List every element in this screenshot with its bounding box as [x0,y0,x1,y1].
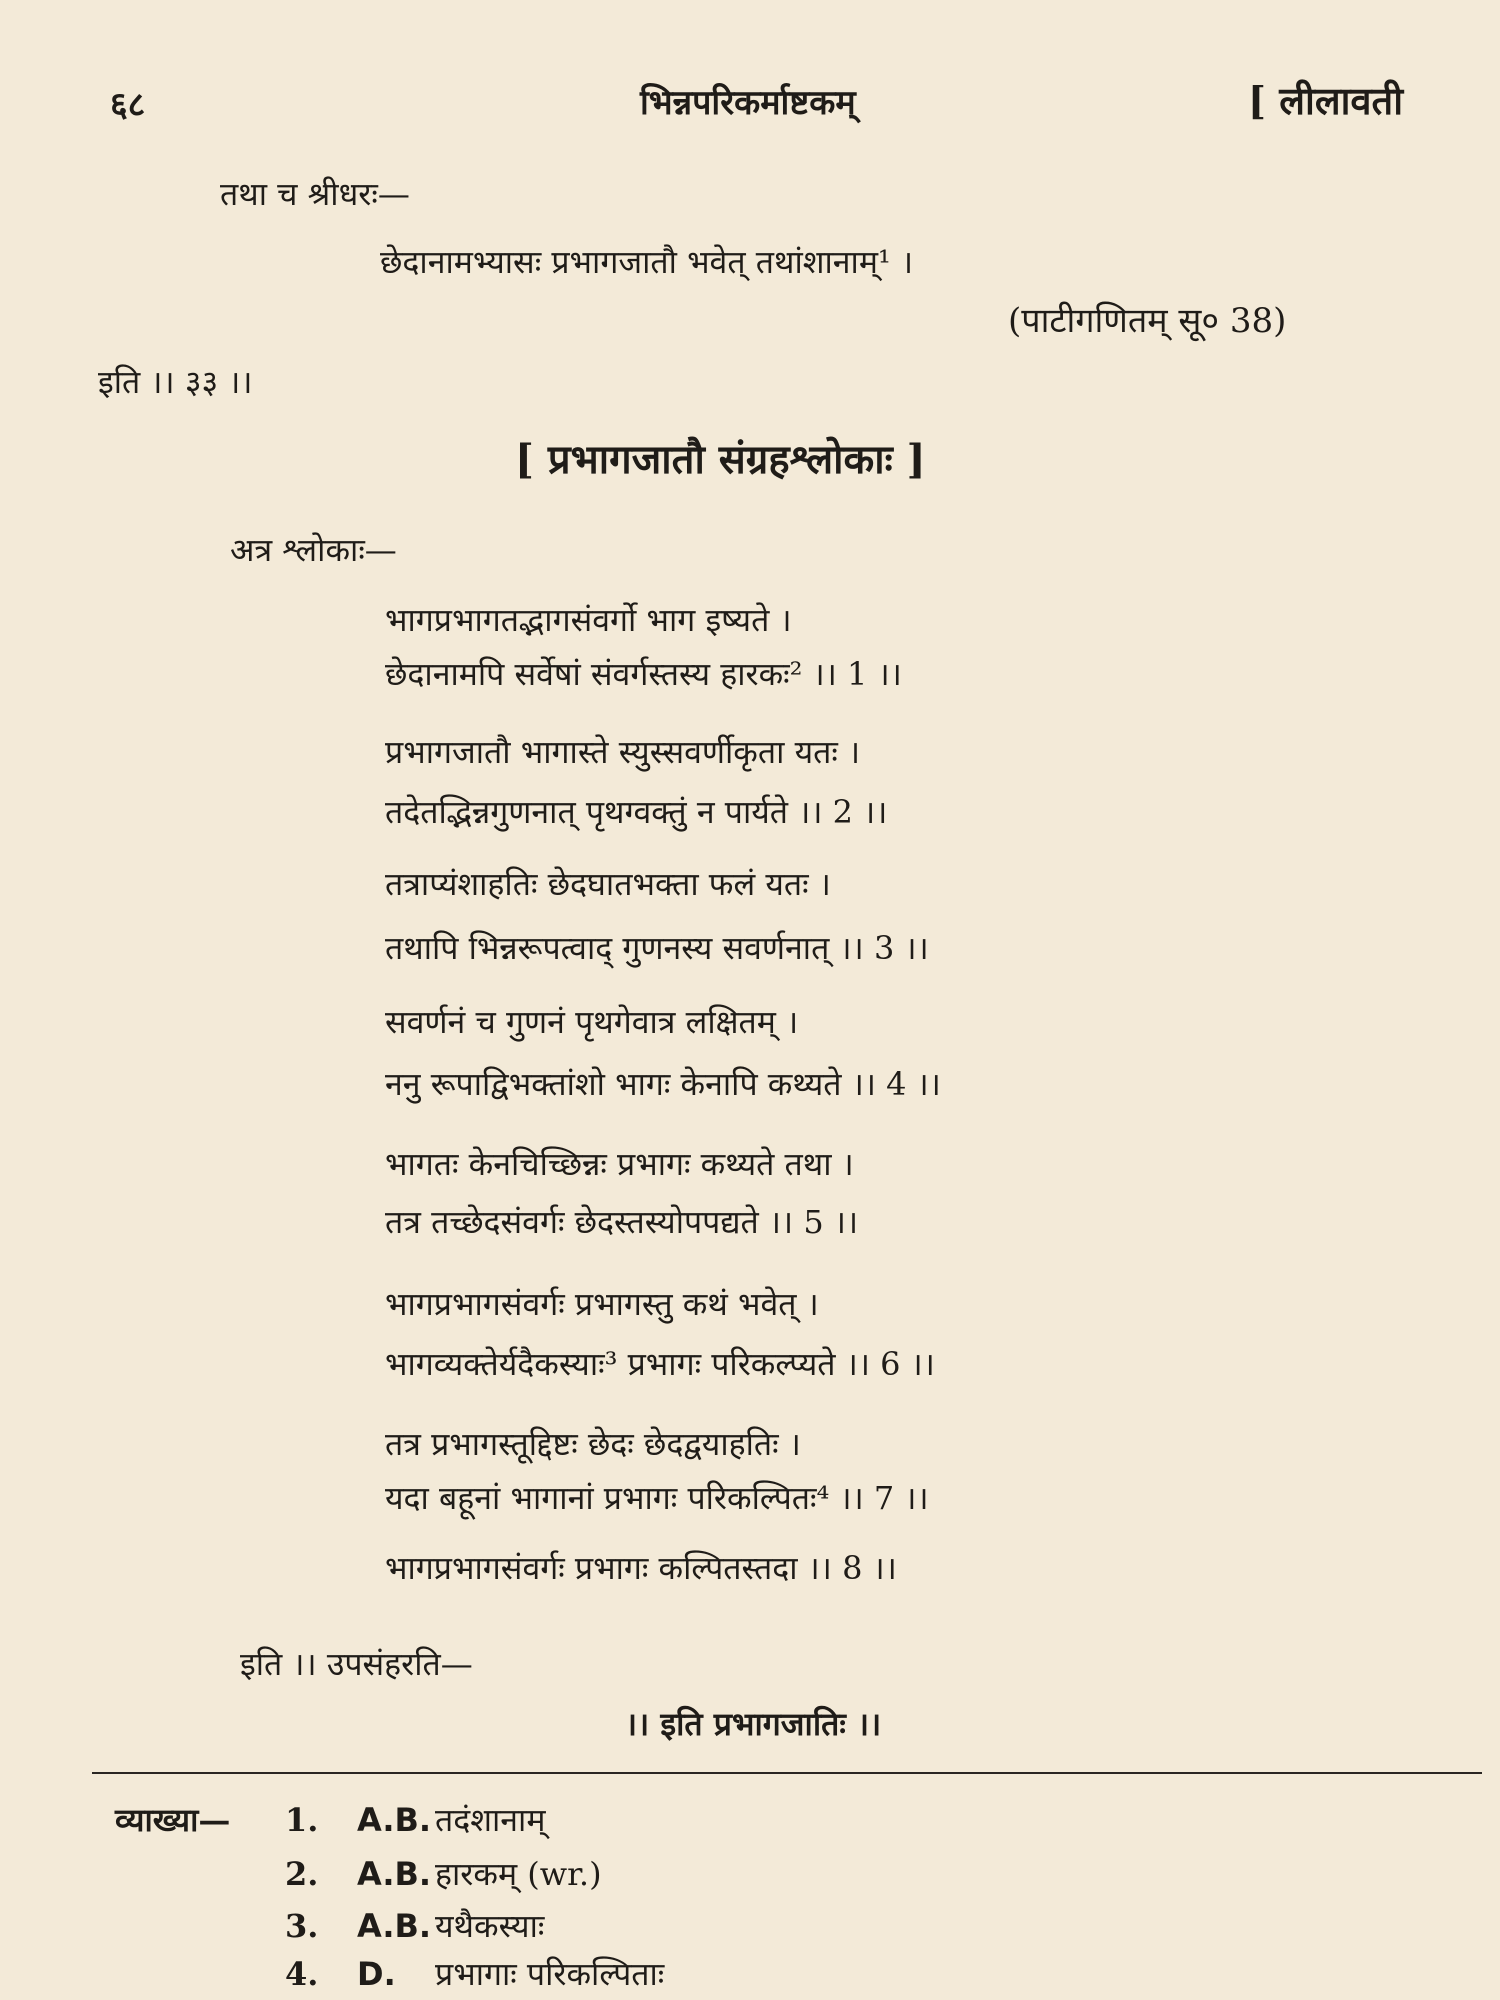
footnote-text: प्रभागाः परिकल्पिताः [435,1955,665,1993]
upasamharati-line: इति ।। उपसंहरति— [240,1645,473,1683]
footnote-number: 4. [285,1955,319,1993]
verse-line: सवर्णनं च गुणनं पृथगेवात्र लक्षितम् । [385,1003,799,1041]
running-right-title: [ लीलावती [1248,78,1404,123]
footnote-row [285,1852,602,1895]
footnotes-label: व्याख्या— [115,1801,231,1839]
footnote-row [285,1904,544,1947]
footnote-row [115,1798,545,1841]
verse-line: प्रभागजातौ भागास्ते स्युस्सवर्णीकृता यतः । [385,733,861,771]
page-number: ६८ [110,85,146,125]
atra-shlokah: अत्र श्लोकाः— [230,531,397,569]
closing-line: ।। इति प्रभागजातिः ।। [625,1705,882,1743]
quote-line: छेदानामभ्यासः प्रभागजातौ भवेत् तथांशानाम्¹ । [380,243,914,281]
verse-line: भागप्रभागसंवर्गः प्रभागस्तु कथं भवेत् । [385,1285,819,1323]
verse-line: छेदानामपि सर्वेषां संवर्गस्तस्य हारकः² ।। 1 ।। [385,655,902,693]
verse-line: तत्र प्रभागस्तूद्दिष्टः छेदः छेदद्वयाहतिः । [385,1425,801,1463]
footnote-source: A.B. [357,1907,432,1945]
footnote-row [285,1952,664,1995]
footnote-divider [92,1772,1482,1774]
section-heading: [ प्रभागजातौ संग्रहश्लोकाः ] [515,436,926,483]
footnote-text: तदंशानाम् [435,1801,546,1839]
verse-line: ननु रूपाद्विभक्तांशो भागः केनापि कथ्यते ।। 4 ।। [385,1065,941,1103]
verse-line: यदा बहूनां भागानां प्रभागः परिकल्पितः⁴ ।। 7 ।। [385,1479,929,1517]
verse-line: तत्राप्यंशाहतिः छेदघातभक्ता फलं यतः । [385,865,831,903]
quote-reference: (पाटीगणितम् सू० 38) [1008,301,1287,341]
footnote-source: A.B. [357,1801,432,1839]
footnote-source: D. [357,1955,396,1993]
verse-line: भागतः केनचिच्छिन्नः प्रभागः कथ्यते तथा । [385,1145,854,1183]
verse-line: तदेतद्भिन्नगुणनात् पृथग्वक्तुं न पार्यते ।। 2 ।। [385,793,888,831]
iti-33: इति ।। ३३ ।। [98,363,253,401]
intro-line: तथा च श्रीधरः— [220,175,410,213]
footnote-number: 3. [285,1907,319,1945]
verse-line: भागप्रभागसंवर्गः प्रभागः कल्पितस्तदा ।। 8 ।। [385,1549,897,1587]
running-title: भिन्नपरिकर्माष्टकम् [640,83,856,123]
footnote-text: यथैकस्याः [435,1907,545,1945]
verse-line: भागव्यक्तेर्यदैकस्याः³ प्रभागः परिकल्प्यते ।। 6 ।। [385,1345,935,1383]
verse-line: तत्र तच्छेदसंवर्गः छेदस्तस्योपपद्यते ।। 5 ।। [385,1203,859,1241]
footnote-source: A.B. [357,1855,432,1893]
footnote-number: 2. [285,1855,319,1893]
verse-line: तथापि भिन्नरूपत्वाद् गुणनस्य सवर्णनात् ।। 3 ।। [385,929,929,967]
footnote-number: 1. [285,1801,319,1839]
footnote-text: हारकम् (wr.) [435,1855,602,1893]
verse-line: भागप्रभागतद्भागसंवर्गो भाग इष्यते । [385,601,792,639]
